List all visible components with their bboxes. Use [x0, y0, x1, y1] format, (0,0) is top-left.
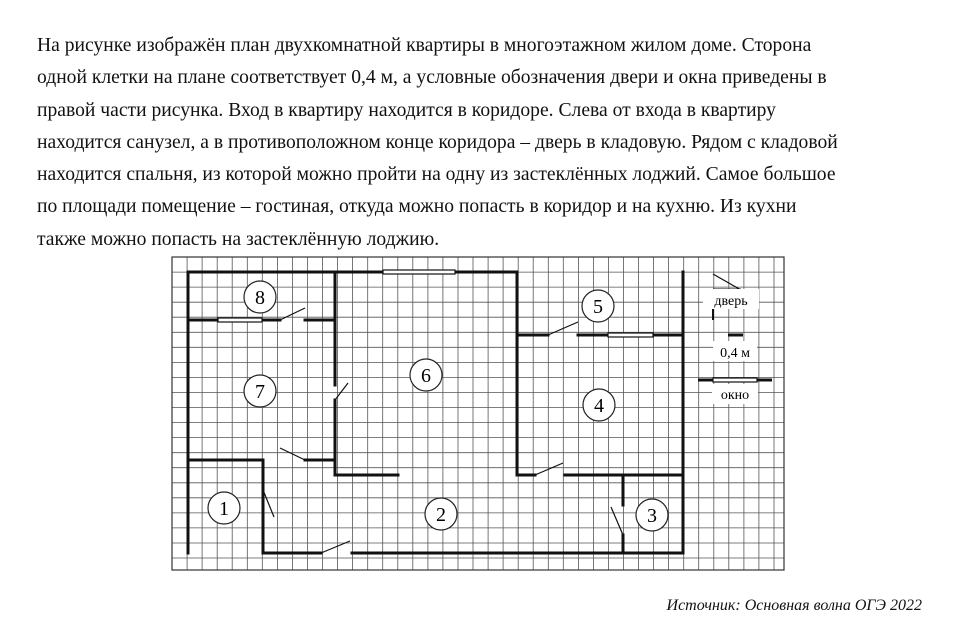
legend	[698, 274, 772, 404]
problem-line: правой части рисунка. Вход в квартиру находится в коридоре. Слева от входа в квартиру	[37, 99, 776, 121]
room-label-8: 8	[255, 287, 265, 309]
problem-line: находится спальня, из которой можно пройти на одну из застеклённых лоджий. Самое большое	[37, 164, 836, 186]
room-marker-3	[636, 499, 668, 531]
legend-door-label: дверь	[714, 294, 748, 309]
room-marker-6	[410, 359, 442, 391]
legend-door-leaf	[713, 274, 741, 290]
room-label-1: 1	[219, 498, 229, 520]
window	[218, 318, 262, 322]
room-marker-2	[425, 498, 457, 530]
window	[608, 333, 653, 337]
source-caption: Источник: Основная волна ОГЭ 2022	[666, 597, 922, 614]
door	[535, 463, 563, 475]
room-marker-8	[244, 281, 276, 313]
legend-cell-label: 0,4 м	[720, 346, 750, 361]
room-label-7: 7	[255, 381, 265, 403]
room-marker-7	[244, 375, 276, 407]
legend-window-label: окно	[720, 388, 750, 403]
room-marker-1	[208, 492, 240, 524]
room-marker-4	[583, 389, 615, 421]
room-label-5: 5	[593, 296, 603, 318]
problem-line: по площади помещение – гостиная, откуда можно попасть в коридор и на кухню. Из кухни	[37, 196, 797, 218]
legend-window	[713, 378, 757, 382]
problem-line: одной клетки на плане соответствует 0,4 м, а условные обозначения двери и окна приведены в	[37, 67, 827, 89]
room-label-3: 3	[647, 505, 657, 527]
room-label-2: 2	[436, 504, 446, 526]
room-marker-5	[582, 290, 614, 322]
room-label-6: 6	[421, 365, 431, 387]
window	[383, 270, 455, 274]
problem-line: находится санузел, а в противоположном конце коридора – дверь в кладовую. Рядом с кладовой	[37, 131, 838, 153]
problem-line: На рисунке изображён план двухкомнатной квартиры в многоэтажном жилом доме. Сторона	[37, 35, 812, 56]
door	[611, 507, 623, 535]
door	[335, 383, 348, 400]
problem-line: также можно попасть на застеклённую лоджию.	[37, 228, 440, 250]
room-label-4: 4	[594, 395, 604, 417]
